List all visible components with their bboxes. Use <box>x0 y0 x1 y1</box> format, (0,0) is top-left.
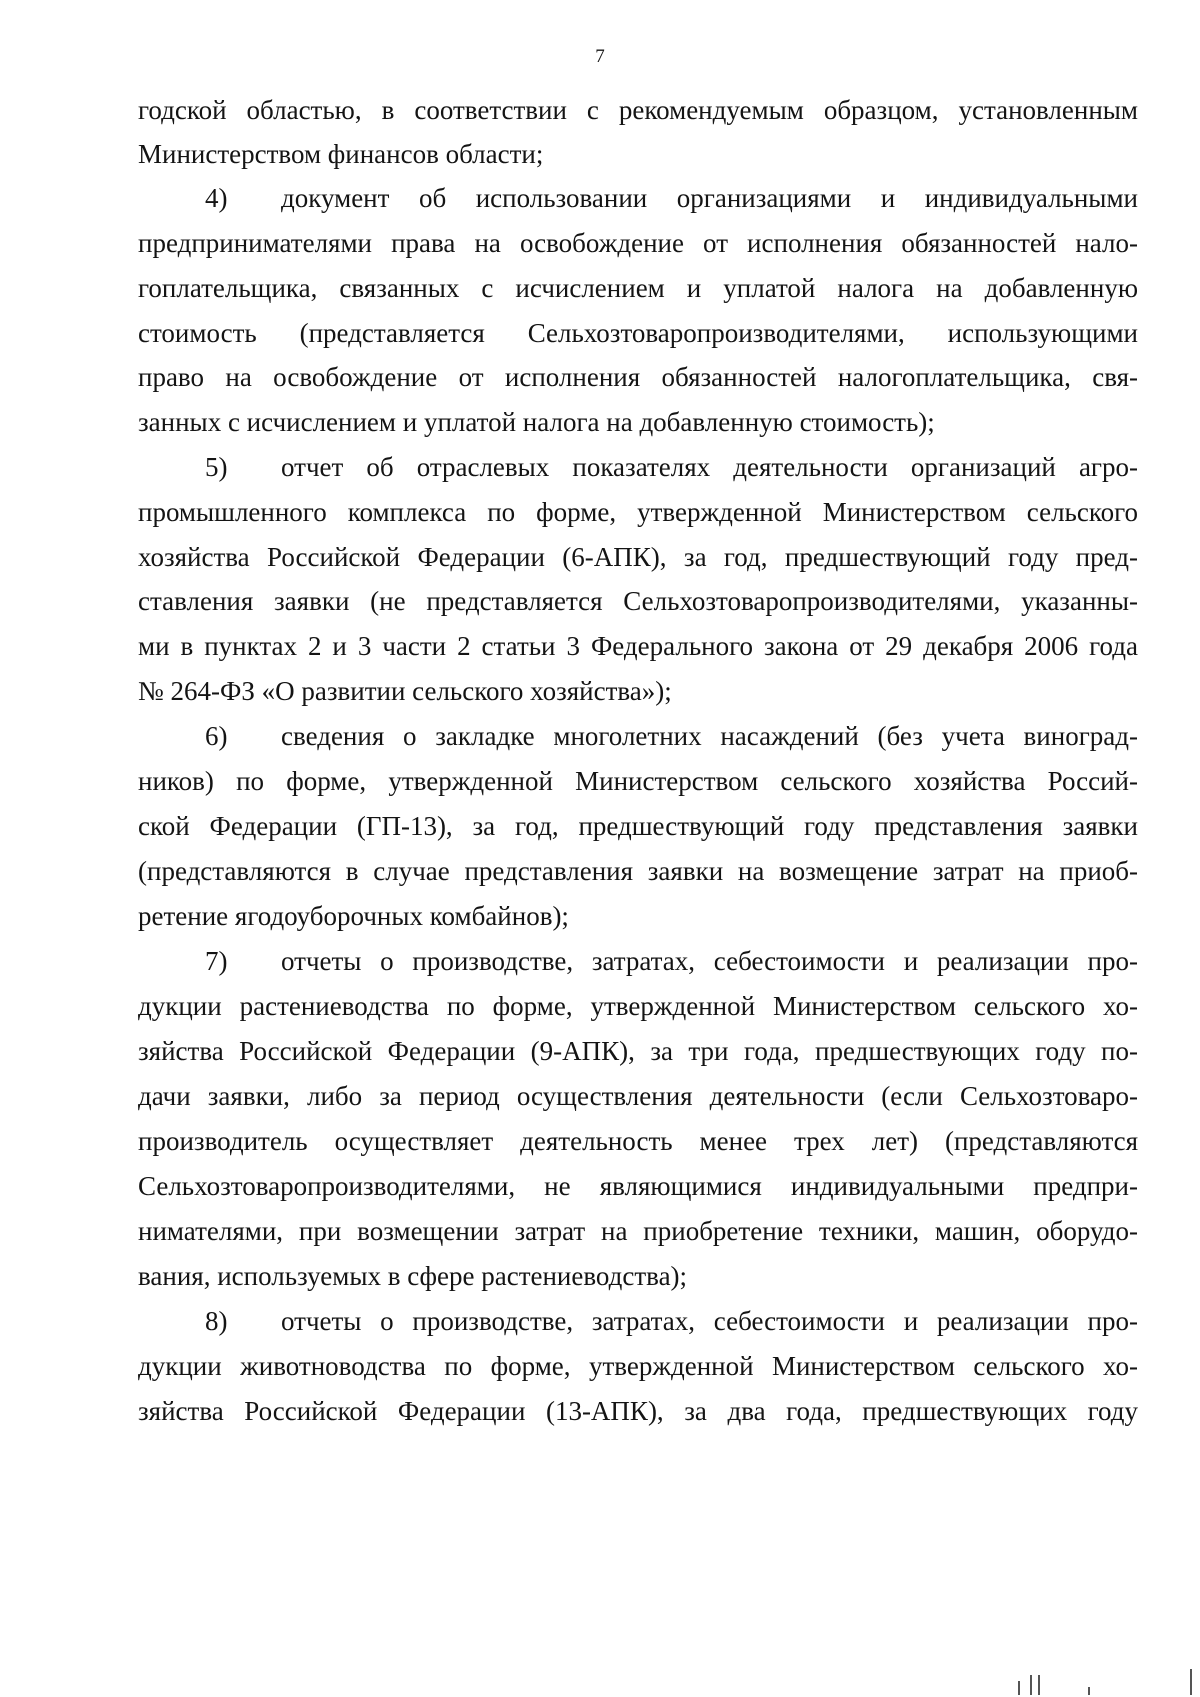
text-line: ретение ягодоуборочных комбайнов); <box>138 901 569 931</box>
text-line: зяйства Российской Федерации (13-АПК), за два года, предшествующих году <box>138 1396 1138 1426</box>
text-line: хозяйства Российской Федерации (6-АПК), за год, предшествующий году пред- <box>138 542 1138 572</box>
text-line: годской областью, в соответствии с рекомендуемым образцом, установленным <box>138 95 1138 125</box>
text-line <box>205 1303 1138 1339</box>
text-line <box>205 718 1138 754</box>
text-line: дачи заявки, либо за период осуществления деятельности (если Сельхозтоваро- <box>138 1081 1138 1111</box>
item-number: 4) <box>205 183 228 213</box>
item-text: отчеты о производстве, затратах, себестоимости и реализации про- <box>281 1306 1138 1336</box>
scan-mark <box>1038 1675 1040 1695</box>
text-line <box>205 449 1138 485</box>
item-number: 8) <box>205 1306 228 1336</box>
text-line: Министерством финансов области; <box>138 139 544 169</box>
text-line <box>205 180 1138 216</box>
text-line: гоплательщика, связанных с исчислением и уплатой налога на добавленную <box>138 273 1138 303</box>
scan-mark <box>1190 1669 1192 1695</box>
text-line: нимателями, при возмещении затрат на приобретение техники, машин, оборудо- <box>138 1216 1138 1246</box>
text-line: зяйства Российской Федерации (9-АПК), за три года, предшествующих году по- <box>138 1036 1138 1066</box>
item-number: 7) <box>205 946 228 976</box>
text-line: № 264-ФЗ «О развитии сельского хозяйства»); <box>138 676 672 706</box>
text-line: ников) по форме, утвержденной Министерством сельского хозяйства Россий- <box>138 766 1138 796</box>
text-line: занных с исчислением и уплатой налога на добавленную стоимость); <box>138 407 935 437</box>
item-number: 6) <box>205 721 228 751</box>
item-number: 5) <box>205 452 228 482</box>
text-line: дукции животноводства по форме, утвержденной Министерством сельского хо- <box>138 1351 1138 1381</box>
scan-artifacts <box>1000 1667 1200 1697</box>
scan-mark <box>1088 1687 1090 1695</box>
scan-mark <box>1030 1675 1032 1695</box>
text-line: вания, используемых в сфере растениеводства); <box>138 1261 688 1291</box>
text-line: предпринимателями права на освобождение от исполнения обязанностей нало- <box>138 228 1138 258</box>
item-text: отчет об отраслевых показателях деятельности организаций агро- <box>281 452 1138 482</box>
text-line: ставления заявки (не представляется Сельхозтоваропроизводителями, указанны- <box>138 586 1138 616</box>
text-line: дукции растениеводства по форме, утвержденной Министерством сельского хо- <box>138 991 1138 1021</box>
page-number: 7 <box>595 46 605 67</box>
text-line: промышленного комплекса по форме, утвержденной Министерством сельского <box>138 497 1138 527</box>
item-text: отчеты о производстве, затратах, себестоимости и реализации про- <box>281 946 1138 976</box>
text-line: (представляются в случае представления заявки на возмещение затрат на приоб- <box>138 856 1138 886</box>
text-line: производитель осуществляет деятельность менее трех лет) (представляются <box>138 1126 1138 1156</box>
item-text: документ об использовании организациями и индивидуальными <box>281 183 1138 213</box>
text-line: ской Федерации (ГП-13), за год, предшествующий году представления заявки <box>138 811 1138 841</box>
scan-mark <box>1018 1681 1020 1695</box>
text-line: ми в пунктах 2 и 3 части 2 статьи 3 Федерального закона от 29 декабря 2006 года <box>138 631 1138 661</box>
text-line: право на освобождение от исполнения обязанностей налогоплательщика, свя- <box>138 362 1138 392</box>
text-line: Сельхозтоваропроизводителями, не являющимися индивидуальными предпри- <box>138 1171 1138 1201</box>
text-line: стоимость (представляется Сельхозтоваропроизводителями, использующими <box>138 318 1138 348</box>
item-text: сведения о закладке многолетних насаждений (без учета виноград- <box>281 721 1138 751</box>
text-line <box>205 943 1138 979</box>
